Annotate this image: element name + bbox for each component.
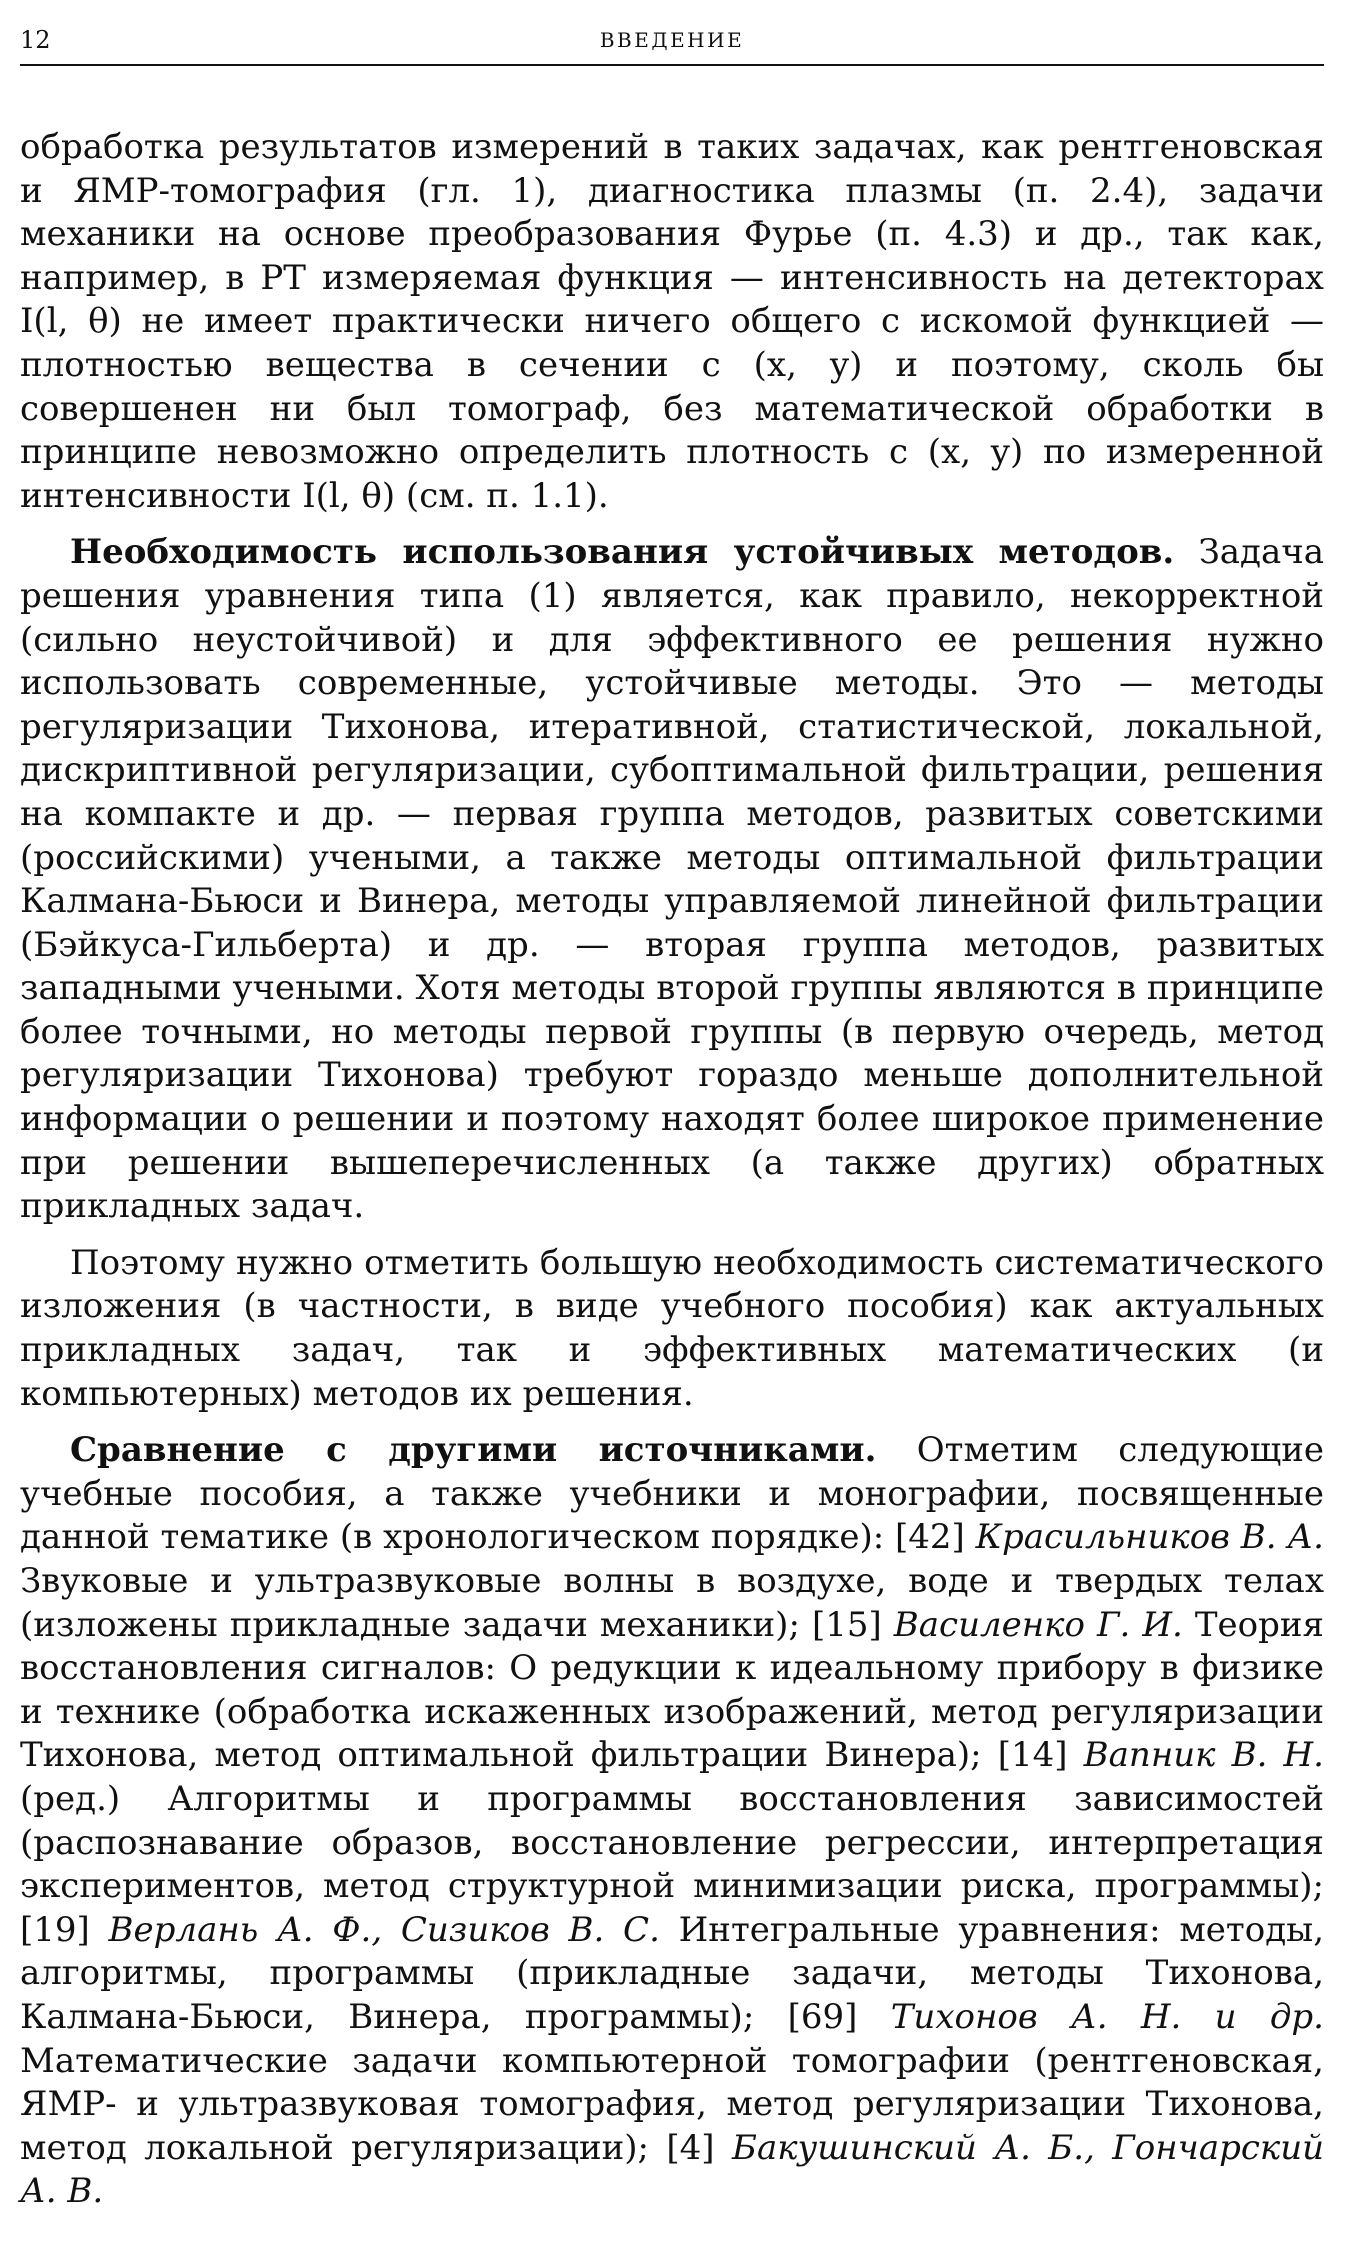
reference-author: Василенко Г. И. bbox=[893, 1604, 1183, 1645]
reference-number: [14] bbox=[981, 1735, 1084, 1776]
reference-author: Тихонов А. Н. и др. bbox=[890, 1996, 1324, 2037]
page-header bbox=[20, 26, 1324, 66]
reference-number: [19] bbox=[20, 1909, 109, 1950]
paragraph-processing: обработка результатов измерений в таких задачах, как рентгеновская и ЯМР-томография (гл. 1), диагностика плазмы (п. 2.4), задачи механики на основе преобразования Фурье (п. 4.3) и др., так как, например, в РТ измеряемая функция — интенсивность на детекторах I(l, θ) не имеет практически ничего общего с искомой функцией — плотностью вещества в сечении c (x, y) и поэтому, сколь бы совершенен ни был томограф, без математической обработки в принципе невозможно определить плотность c (x, y) по измеренной интенсивности I(l, θ) (см. п. 1.1). bbox=[20, 127, 1324, 516]
reference-text: Теория восстановления сигналов: О редукции к идеальному прибору в физике и технике (обработка искаженных изображений, метод регуляризации Тихонова, метод оптимальной фильтрации Винера); bbox=[20, 1604, 1324, 1776]
reference-author: Верлань А. Ф., Сизиков В. С. bbox=[108, 1909, 660, 1950]
paragraph-stable-methods-text: Задача решения уравнения типа (1) является, как правило, некорректной (сильно неустойчивой) и для эффективного ее решения нужно использовать современные, устойчивые методы. Это — методы регуляризации Тихонова, итеративной, статистической, локальной, дискриптивной регуляризации, субоптимальной фильтрации, решения на компакте и др. — первая группа методов, развитых советскими (российскими) учеными, а также методы оптимальной фильтрации Калмана-Бьюси и Винера, методы управляемой линейной фильтрации (Бэйкуса-Гильберта) и др. — вторая группа методов, развитых западными учеными. Хотя методы второй группы являются в принципе более точными, но методы первой группы (в первую очередь, метод регуляризации Тихонова) требуют гораздо меньше дополнительной информации о решении и поэтому находят более широкое применение при решении вышеперечисленных (а также других) обратных прикладных задач. bbox=[20, 532, 1325, 1227]
comparison-intro: Отметим следующие учебные пособия, а также учебники и монографии, посвященные данной тематике (в хронологическом порядке): bbox=[20, 1430, 1324, 1558]
reference-author: Вапник В. Н. bbox=[1083, 1735, 1324, 1776]
section-heading-stable-methods: Необходимость использования устойчивых методов. bbox=[70, 532, 1175, 573]
paragraph-stable-methods bbox=[20, 531, 1324, 1229]
paragraph-necessity: Поэтому нужно отметить большую необходимость систематического изложения (в частности, в виде учебного пособия) как актуальных прикладных задач, так и эффективных математических (и компьютерных) методов их решения. bbox=[20, 1242, 1324, 1414]
reference-number: [4] bbox=[649, 2127, 732, 2168]
reference-number: [42] bbox=[884, 1517, 976, 1558]
reference-text: Интегральные уравнения: методы, алгоритмы, программы (прикладные задачи, методы Тихонова, Калмана-Бьюси, Винера, программы); bbox=[20, 1909, 1324, 2037]
reference-text: (ред.) Алгоритмы и программы восстановления зависимостей (распознавание образов, восстановление регрессии, интерпретация экспериментов, метод структурной минимизации риска, программы); bbox=[20, 1778, 1324, 1907]
reference-text: Звуковые и ультразвуковые волны в воздухе, воде и твердых телах (изложены прикладные задачи механики); bbox=[20, 1561, 1324, 1645]
paragraph-comparison bbox=[20, 1429, 1324, 2214]
page-number: 12 bbox=[20, 26, 51, 54]
reference-number: [69] bbox=[754, 1996, 891, 2037]
reference-author: Красильников В. А. bbox=[975, 1517, 1324, 1558]
section-heading-comparison: Сравнение с другими источниками. bbox=[70, 1430, 877, 1471]
reference-author: Бакушинский А. Б., Гончарский А. В. bbox=[20, 2127, 1324, 2212]
running-head: ВВЕДЕНИЕ bbox=[599, 28, 745, 52]
reference-number: [15] bbox=[799, 1604, 894, 1645]
body-text bbox=[20, 126, 1324, 2227]
reference-text: Математические задачи компьютерной томографии (рентгеновская, ЯМР- и ультразвуковая томография, метод регуляризации Тихонова, метод локальной регуляризации); bbox=[20, 2040, 1324, 2168]
